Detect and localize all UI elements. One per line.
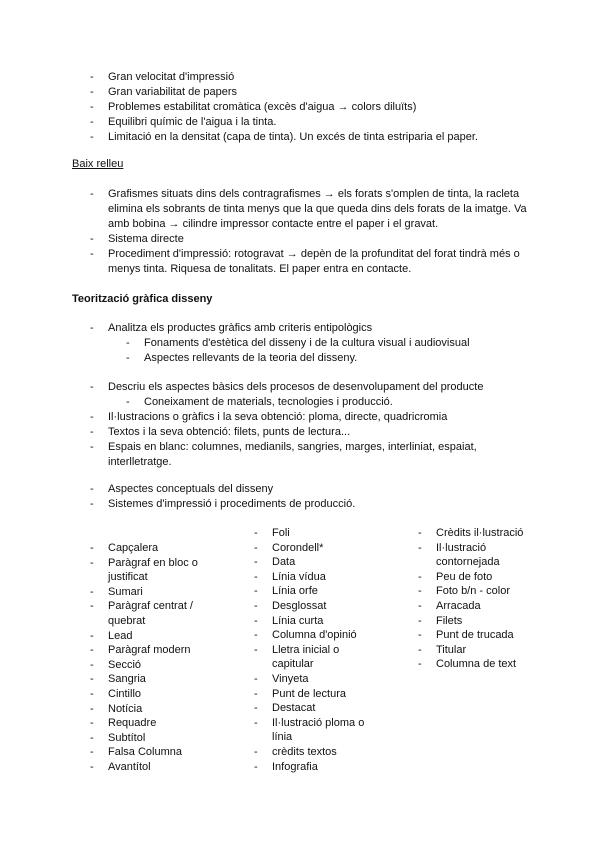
- list-item: - Lletra inicial o capitular: [272, 643, 367, 672]
- list-item: - Sangria: [108, 672, 213, 687]
- list-item: - Il·lustració contornejada: [436, 541, 536, 570]
- baix-relleu-list: [108, 187, 538, 277]
- list-item: - Data: [272, 555, 367, 570]
- list-item: - Grafismes situats dins dels contragrafismes → els forats s'omplen de tinta, la racleta elimina els sobrants de tinta menys que la que queda dins dels forats de la imatge. Va amb bobina → cilindre impressor contacte entre el paper i el gravat.: [108, 187, 538, 232]
- list-item: - Equilibri químic de l'aigua i la tinta.: [108, 115, 538, 130]
- teoritzacio-group-2: [108, 380, 538, 470]
- list-item: - Cintillo: [108, 687, 213, 702]
- list-item: - Foto b/n - color: [436, 584, 536, 599]
- list-item: - Subtítol: [108, 731, 213, 746]
- list-item: - Analitza els productes gràfics amb criteris entipològics: [108, 321, 538, 336]
- list-item: - Aspectes conceptuals del disseny: [108, 482, 538, 497]
- terms-column-1: [108, 541, 213, 775]
- list-item: - Titular: [436, 643, 536, 658]
- list-item: - Punt de trucada: [436, 628, 536, 643]
- list-item: - Desglossat: [272, 599, 367, 614]
- list-item: - Avantítol: [108, 760, 213, 775]
- list-item: - Columna d'opinió: [272, 628, 367, 643]
- list-item: - Punt de lectura: [272, 687, 367, 702]
- list-item: - Capçalera: [108, 541, 213, 556]
- list-item: - Línia vídua: [272, 570, 367, 585]
- list-item: - Problemes estabilitat cromàtica (excès d'aigua → colors diluïts): [108, 100, 538, 115]
- list-item: - Sistema directe: [108, 232, 538, 247]
- list-item: - Filets: [436, 614, 536, 629]
- list-item: - Gran variabilitat de papers: [108, 85, 538, 100]
- sub-list-item: - Coneixament de materials, tecnologies i producció.: [144, 395, 538, 410]
- list-item: - Espais en blanc: columnes, medianils, sangries, marges, interliniat, espaiat, interlletratge.: [108, 440, 538, 470]
- list-item: - Paràgraf centrat / quebrat: [108, 599, 213, 628]
- intro-list: [108, 70, 538, 145]
- terms-column-2: [272, 526, 367, 774]
- sub-list-item: - Aspectes rellevants de la teoria del disseny.: [144, 351, 538, 366]
- list-item: - Corondell*: [272, 541, 367, 556]
- list-item: - Procediment d'impressió: rotogravat → depèn de la profunditat del forat tindrà més o menys tinta. Riquesa de tonalitats. El paper entra en contacte.: [108, 247, 538, 277]
- list-item: - Línia orfe: [272, 584, 367, 599]
- section-heading-baix-relleu: Baix relleu: [72, 158, 124, 170]
- list-item: - Vinyeta: [272, 672, 367, 687]
- teoritzacio-group-3: [108, 482, 538, 512]
- section-heading-teoritzacio: Teorització gràfica disseny: [72, 293, 213, 305]
- list-item: - Textos i la seva obtenció: filets, punts de lectura...: [108, 425, 538, 440]
- list-item: - Il·lustració ploma o línia: [272, 716, 367, 745]
- list-item: - Línia curta: [272, 614, 367, 629]
- sub-list-item: - Fonaments d'estètica del disseny i de la cultura visual i audiovisual: [144, 336, 538, 351]
- list-item: - Requadre: [108, 716, 213, 731]
- list-item: - Sistemes d'impressió i procediments de producció.: [108, 497, 538, 512]
- teoritzacio-group-1: [108, 321, 538, 366]
- list-item: - Descriu els aspectes bàsics dels procesos de desenvolupament del producte: [108, 380, 538, 395]
- list-item: - Columna de text: [436, 657, 536, 672]
- list-item: - crèdits textos: [272, 745, 367, 760]
- list-item: - Falsa Columna: [108, 745, 213, 760]
- list-item: - Crèdits il·lustració: [436, 526, 536, 541]
- list-item: - Peu de foto: [436, 570, 536, 585]
- list-item: - Secció: [108, 658, 213, 673]
- list-item: - Paràgraf modern: [108, 643, 213, 658]
- list-item: - Notícia: [108, 702, 213, 717]
- list-item: - Paràgraf en bloc o justificat: [108, 556, 213, 585]
- list-item: - Il·lustracions o gràfics i la seva obtenció: ploma, directe, quadricromia: [108, 410, 538, 425]
- list-item: - Foli: [272, 526, 367, 541]
- list-item: - Destacat: [272, 701, 367, 716]
- list-item: - Arracada: [436, 599, 536, 614]
- list-item: - Limitació en la densitat (capa de tinta). Un excés de tinta estriparia el paper.: [108, 130, 538, 145]
- list-item: - Lead: [108, 629, 213, 644]
- terms-column-3: [436, 526, 536, 672]
- list-item: - Sumari: [108, 585, 213, 600]
- list-item: - Infografia: [272, 760, 367, 775]
- list-item: - Gran velocitat d'impressió: [108, 70, 538, 85]
